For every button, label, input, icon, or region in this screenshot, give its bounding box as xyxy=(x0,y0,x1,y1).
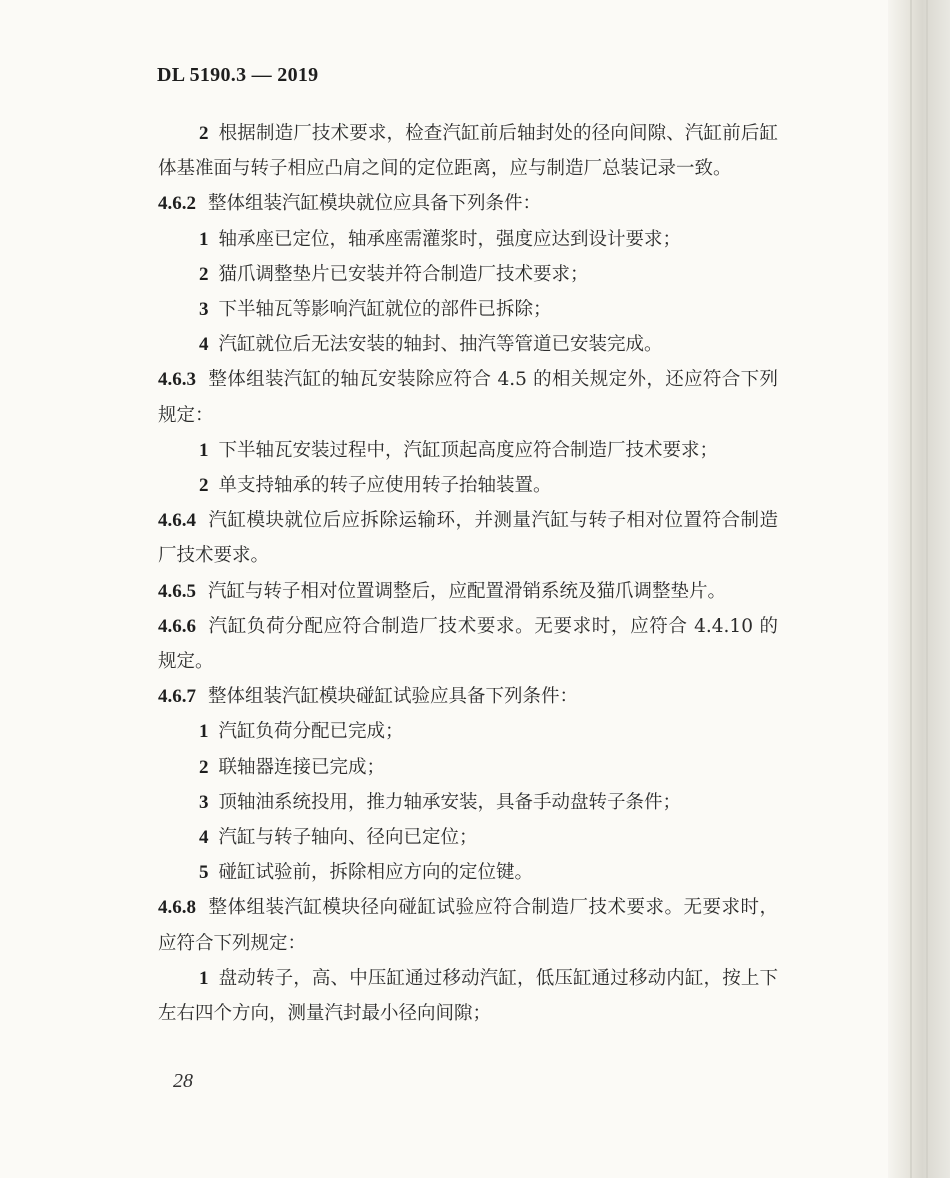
clause-item xyxy=(158,433,778,468)
section-number: 4.6.3 xyxy=(158,369,196,391)
page-number: 28 xyxy=(173,1070,193,1092)
clause-item xyxy=(158,785,778,820)
item-text: 下半轴瓦等影响汽缸就位的部件已拆除； xyxy=(218,299,552,321)
section-text: 整体组装汽缸的轴瓦安装除应符合 4.5 的相关规定外，还应符合下列规定： xyxy=(158,369,778,426)
item-number: 3 xyxy=(199,791,209,813)
item-number: 5 xyxy=(199,862,209,884)
clause-item xyxy=(158,257,778,292)
clause-section xyxy=(158,362,778,432)
item-number: 4 xyxy=(199,334,209,356)
clause-item xyxy=(158,327,778,362)
item-number: 1 xyxy=(199,439,209,461)
section-text: 汽缸负荷分配应符合制造厂技术要求。无要求时，应符合 4.4.10 的规定。 xyxy=(158,615,778,673)
clause-item xyxy=(158,855,778,890)
section-number: 4.6.5 xyxy=(158,580,196,602)
page-edge-shadow xyxy=(888,0,950,1178)
section-number: 4.6.6 xyxy=(158,615,196,637)
section-text: 整体组装汽缸模块碰缸试验应具备下列条件： xyxy=(208,686,579,708)
clause-section xyxy=(158,186,778,221)
item-number: 2 xyxy=(199,263,209,285)
clause-item xyxy=(158,468,778,503)
item-text: 顶轴油系统投用，推力轴承安装，具备手动盘转子条件； xyxy=(218,791,682,813)
clause-item xyxy=(158,116,778,186)
clause-item xyxy=(158,750,778,785)
section-text: 整体组装汽缸模块径向碰缸试验应符合制造厂技术要求。无要求时，应符合下列规定： xyxy=(158,897,778,954)
item-number: 1 xyxy=(199,721,209,743)
section-number: 4.6.4 xyxy=(158,510,196,532)
edge-streak xyxy=(910,0,912,1178)
item-number: 3 xyxy=(199,299,209,321)
item-number: 2 xyxy=(199,475,209,497)
section-number: 4.6.2 xyxy=(158,193,196,215)
item-text: 下半轴瓦安装过程中，汽缸顶起高度应符合制造厂技术要求； xyxy=(218,439,719,461)
item-number: 2 xyxy=(199,756,209,778)
item-text: 单支持轴承的转子应使用转子抬轴装置。 xyxy=(218,475,552,497)
item-text: 猫爪调整垫片已安装并符合制造厂技术要求； xyxy=(218,263,589,285)
clause-section xyxy=(158,890,778,960)
document-standard-number: DL 5190.3 — 2019 xyxy=(157,64,319,86)
item-number: 1 xyxy=(199,228,209,250)
item-text: 轴承座已定位，轴承座需灌浆时，强度应达到设计要求； xyxy=(218,228,682,250)
clause-section xyxy=(158,503,778,573)
clause-section xyxy=(158,609,778,679)
item-text: 汽缸与转子轴向、径向已定位； xyxy=(218,827,478,849)
section-text: 汽缸模块就位后应拆除运输环，并测量汽缸与转子相对位置符合制造厂技术要求。 xyxy=(158,510,778,567)
item-text: 根据制造厂技术要求，检查汽缸前后轴封处的径向间隙、汽缸前后缸体基准面与转子相应凸肩之间的定位距离，应与制造厂总装记录一致。 xyxy=(158,123,778,180)
clause-section xyxy=(158,574,778,609)
item-text: 联轴器连接已完成； xyxy=(218,756,386,778)
clause-item xyxy=(158,820,778,855)
section-number: 4.6.7 xyxy=(158,686,196,708)
item-text: 汽缸就位后无法安装的轴封、抽汽等管道已安装完成。 xyxy=(218,334,663,356)
item-text: 盘动转子，高、中压缸通过移动汽缸，低压缸通过移动内缸，按上下左右四个方向，测量汽封最小径向间隙； xyxy=(158,967,778,1025)
section-text: 汽缸与转子相对位置调整后，应配置滑销系统及猫爪调整垫片。 xyxy=(208,580,727,602)
clause-item xyxy=(158,961,778,1031)
item-number: 1 xyxy=(199,967,209,989)
edge-streak xyxy=(926,0,928,1178)
item-number: 4 xyxy=(199,827,209,849)
page-body xyxy=(158,116,778,1031)
section-text: 整体组装汽缸模块就位应具备下列条件： xyxy=(208,193,542,215)
clause-item xyxy=(158,292,778,327)
item-text: 碰缸试验前，拆除相应方向的定位键。 xyxy=(218,862,534,884)
clause-item xyxy=(158,714,778,749)
clause-section xyxy=(158,679,778,714)
item-number: 2 xyxy=(199,123,209,144)
clause-item xyxy=(158,222,778,257)
item-text: 汽缸负荷分配已完成； xyxy=(218,721,404,743)
section-number: 4.6.8 xyxy=(158,897,196,919)
